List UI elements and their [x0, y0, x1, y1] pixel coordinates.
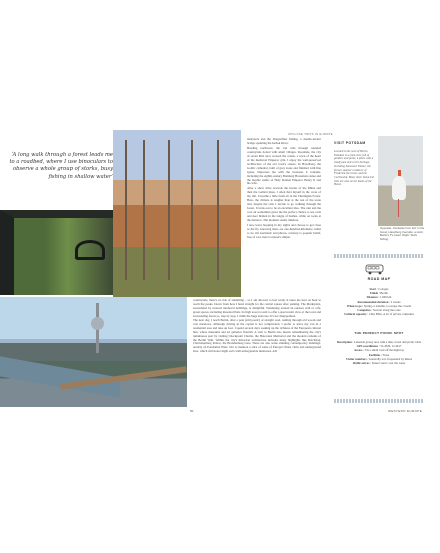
list-item-label: GPS coordinates	[356, 344, 379, 349]
list-item-value: 2 weeks	[390, 299, 401, 304]
list-item-label: Facilities	[368, 352, 381, 357]
list-item: Visitor numbers / Generally low, frequented by hikers	[345, 356, 413, 361]
list-item: Facilities / None	[368, 352, 390, 357]
list-item-label: Cultural capacity	[344, 312, 367, 317]
list-item: Finish / Berlin	[370, 291, 388, 296]
pull-quote: ‘A long walk through a forest leads me to a roadbed, where I use binoculars to observe a whole group of storks, busy fishing in shallow water’	[9, 152, 113, 180]
list-item-label: Finish	[370, 291, 379, 296]
list-item-label: Idyllic extras	[352, 361, 370, 366]
road-map-list	[334, 287, 424, 316]
list-item-value: Sunset views over the water	[371, 361, 406, 366]
body-column-2	[193, 299, 321, 354]
list-item-label: Description	[336, 340, 352, 344]
page-number: 50	[190, 409, 194, 413]
list-item-value: Berlin	[380, 291, 388, 296]
photo-van-window-forest	[0, 210, 113, 295]
list-item: Distance / 1,600 km	[366, 295, 392, 300]
list-item: Campsites / Several along the route	[357, 308, 401, 313]
paragraph: manyards and the Dragonflies fishing, a double-decker bridge spanning the Isebek River.	[247, 137, 321, 145]
photo-berlin-skyline	[0, 297, 187, 407]
list-item-label: Campsites	[357, 308, 371, 313]
road-map-heading: ROAD MAP	[367, 277, 391, 281]
paragraph: I now leave hopping in my sights and choose to get close as the fly, knowing there are one-hundred-kilometre walks to do. On Germanic and photos, contrary to popular belief, free of cars, here is nature's simple.	[247, 223, 321, 239]
paragraph: After a short drive towards the border of the Rhine and then the Gabled mass, I often find myself in the cross of my life. I breathe a little fresh air in the Thuringian Forest. Here, the climate is tougher than at the rest of the route and, despite the rain, I decide to go walking through the forest. It turns out to be an excellent idea. The rain and the cool air sometimes gives me the perfect chance to see owls and deer hidden in the tangle of bushes, while on rocks at the distance. The moment seems timeless.	[247, 186, 321, 223]
list-item-label: When to go	[346, 303, 362, 308]
list-item-value: Generally low, frequented by hikers	[369, 356, 413, 361]
decorative-divider	[334, 399, 424, 403]
list-item: GPS coordinates / 52.4326, 12.4617	[356, 344, 402, 349]
list-item-value: 52.4326, 12.4617	[380, 344, 402, 349]
list-item-label: Access	[353, 348, 363, 353]
visit-potsdam-heading: VISIT POTSDAM	[334, 141, 366, 145]
decorative-divider	[334, 254, 424, 258]
list-item-value: Several along the route	[372, 308, 401, 313]
list-item-value: None	[382, 352, 390, 357]
van-icon	[365, 263, 385, 275]
list-item-value: Chez Bliss, A lot of private campsites	[368, 312, 414, 317]
list-item-value: Cologne	[378, 287, 389, 291]
running-head: UPCLOSE TRIPS IN EUROPE	[288, 133, 333, 136]
list-item: Recommended duration / 2 weeks	[357, 299, 401, 304]
list-item-value: 1,600 km	[380, 295, 392, 300]
visit-potsdam-text: Located to the west of Berlin, Potsdam is a must-visit, full of gardens and parks, a place with a shady past and a rich heritage, including Sanssouci Palace, the former summer residence of Frederick the Great, and the Cecilienhof. Many other historical sites are also on the banks of the Havel.	[334, 149, 374, 187]
photo-autumn-forest	[113, 130, 241, 297]
stork-icon	[392, 176, 406, 200]
list-item: Access / Via a small road off the highway	[353, 348, 405, 353]
list-item-value: Spring or autumn, to escape the crowds	[363, 303, 412, 308]
list-item: Idyllic extras / Sunset views over the water	[352, 361, 406, 366]
paragraph: Heading northwest, the van rolls through rounded countryside dotted with small villages. Roadside, the city of seven hills once crossed the canals, a town of the heart of the medieval Emperor grin. I enjoy the well-preserved architecture of the old town's streets. In Havelberg, the Gothic cathedral, built of grey stone and finished with fine spires, impresses me with the treasures it contains, including the eighth-century Bamberg Horseman statue and the marble tombs of Holy Roman Emperor Henry II and his wife.	[247, 145, 321, 186]
list-item-value: Lakeside grassy area with a lake, forest and picnic table	[354, 340, 422, 344]
paragraph: countryside, there's no risk of stumbling – so I am allowed to feel ready. It takes me near an hour to reach the peaks. Down from here I head straight for the central square after parking. The Marktplatz, surrounded by restored medieval buildings, is delightful. Wandering around an outdoor stall or cafe, green spaces, including Rosental Park. Its high tower is said to offer a spectacular view of the town and surrounding forest so, step by step, I climb the huge staircase. It's not disappointed.	[193, 298, 321, 318]
list-item: Description / Lakeside grassy area with a lake, forest and picnic table	[336, 340, 422, 344]
list-item: When to go / Spring or autumn, to escape the crowds	[346, 303, 412, 308]
steering-wheel-icon	[75, 240, 105, 260]
picnic-spot-heading: THE PERFECT PICNIC SPOT	[354, 331, 404, 335]
list-item: Cultural capacity / Chez Bliss, A lot of private campsites	[344, 312, 414, 317]
list-item-label: Visitor numbers	[345, 356, 367, 361]
picnic-spot-list	[334, 340, 424, 365]
list-item-label: Recommended duration	[357, 299, 389, 304]
photo-caption: Opposite, clockwise from left: In the forest; Havelberg riverside; a stork; Berlin's TV tower. Right: Stork fishing.	[380, 226, 425, 241]
list-item-label: Start	[369, 287, 376, 291]
list-item-value: Via a small road off the highway	[364, 348, 405, 353]
paragraph: The next day, I reach Berlin, after a pale (still poetic) of straight road, rushing through old woods and vast meadows. Although driving in the capital is not complicated, I prefer to leave my van in a residential area and take up foot. I spend several days soaking up the richness of the European cultural hub, where museums and art galleries flourish. A visit to Berlin also means remembering the city's tumultuous past by visiting Checkpoint Charlie, the Holocaust Memorial and the modern remains of the Berlin Wall. Within the city's historical architecture includes many highlights like Reichstag, Charlottenburg Palace, the Brandenburg Gate. There are also some stunning contemporary buildings, notably on Potsdamer Platz. Not to mention a slice of some of Europe's finest clubs and underground bars, which will honor night owls with unforgettable memories. AD	[193, 317, 321, 354]
list-item: Start / Cologne	[369, 287, 389, 291]
photo-stork	[378, 136, 423, 226]
magazine-name: WESTERN EUROPE	[388, 409, 423, 413]
list-item-label: Distance	[366, 295, 378, 300]
body-column-1	[247, 138, 321, 241]
